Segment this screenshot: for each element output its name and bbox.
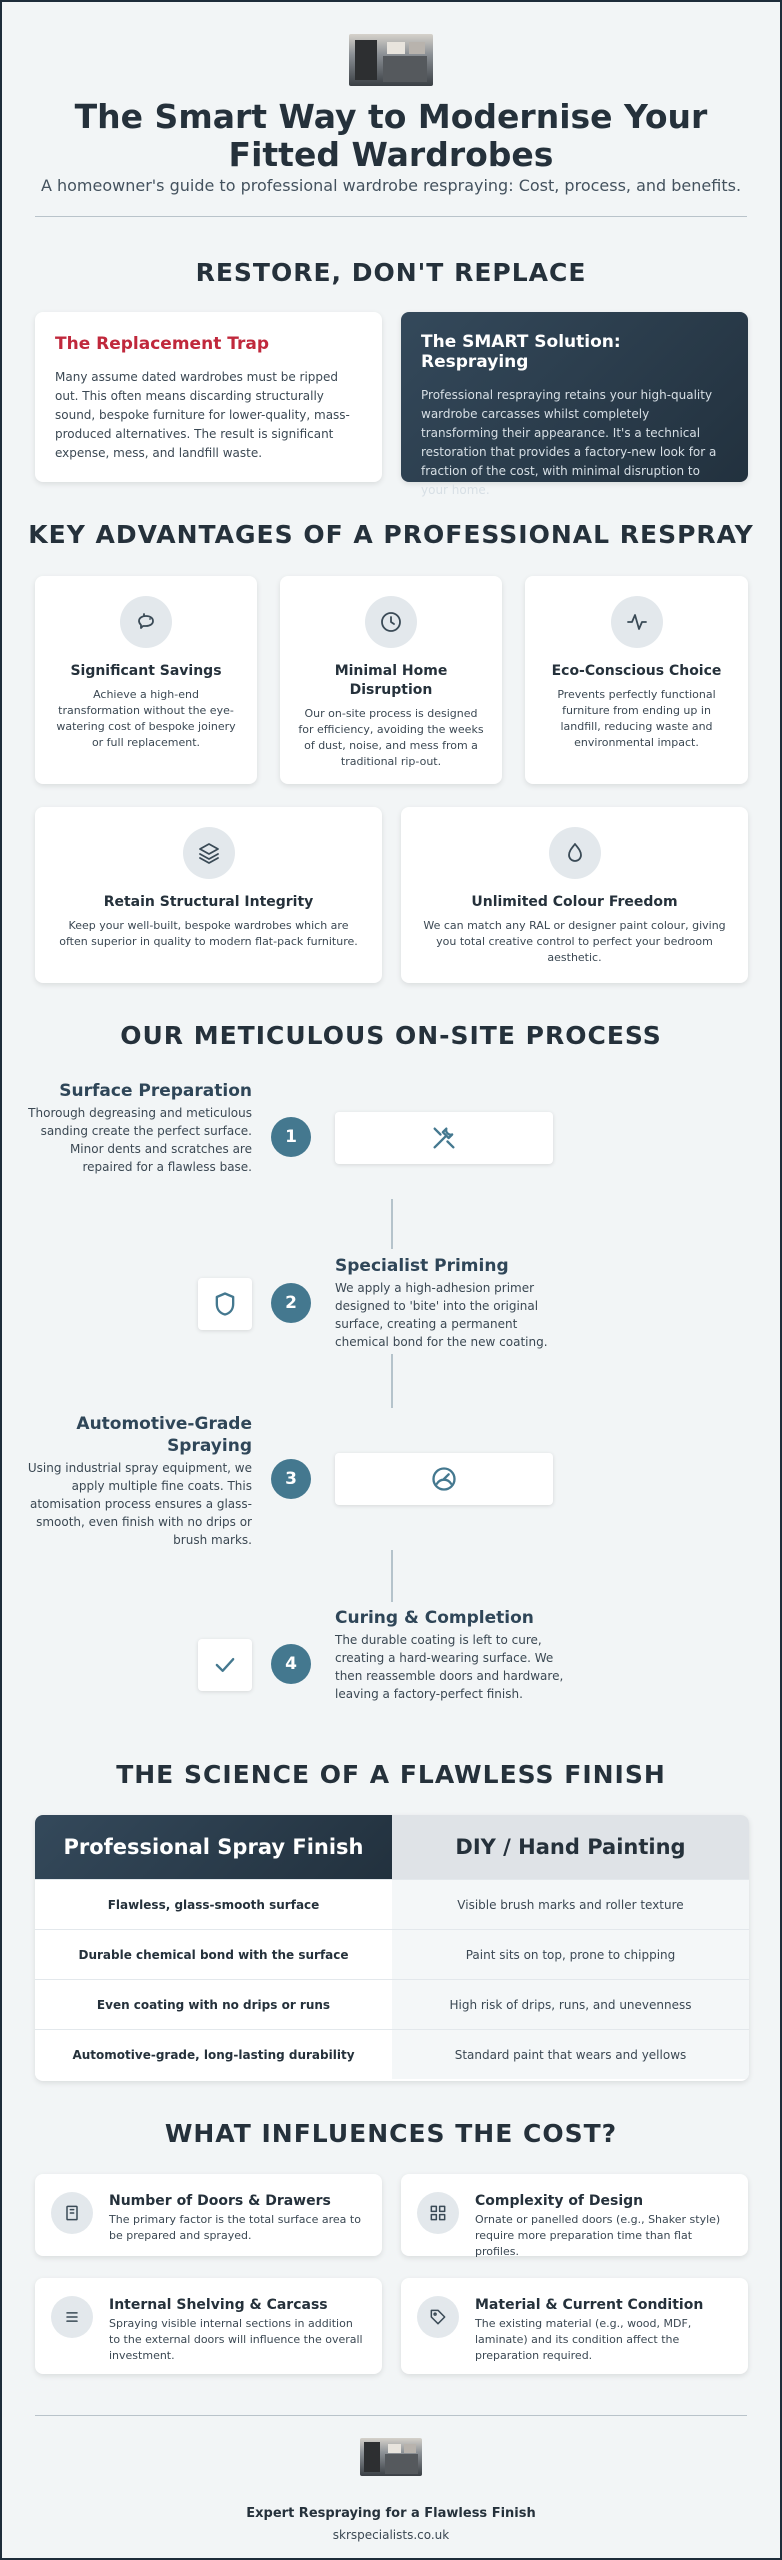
door-icon	[51, 2192, 93, 2234]
card-text: Professional respraying retains your high-quality wardrobe carcasses whilst completely transforming their appearance. It's a technical restoration that provides a factory-new look for a fraction of the cost, with minimal disruption to your home.	[421, 388, 717, 497]
advantage-title: Retain Structural Integrity	[103, 894, 314, 910]
step-1-text	[22, 1080, 252, 1176]
divider	[35, 216, 747, 217]
step-2-icon-box	[198, 1278, 252, 1330]
cost-card-material	[401, 2278, 748, 2374]
section-title-cost: WHAT INFLUENCES THE COST?	[164, 2119, 618, 2148]
card-text: Many assume dated wardrobes must be ripped out. This often means discarding structurally sound, bespoke furniture for lower-quality, mass-produced alternatives. The result is significant expense, mess, and landfill waste.	[55, 370, 350, 460]
clock-icon	[365, 596, 417, 648]
step-number-2: 2	[271, 1283, 311, 1323]
footer-logo-image	[360, 2438, 422, 2476]
cost-card-shelving	[35, 2278, 382, 2374]
advantage-card-disruption	[280, 576, 502, 784]
cost-text: The primary factor is the total surface area to be prepared and sprayed.	[109, 2213, 361, 2242]
step-3-icon-box	[335, 1453, 553, 1505]
step-title: Automotive-Grade Spraying	[76, 1414, 252, 1456]
section-title-process: OUR METICULOUS ON-SITE PROCESS	[120, 1021, 662, 1050]
step-title: Curing & Completion	[335, 1608, 534, 1628]
checkmark-icon	[211, 1651, 239, 1679]
advantage-text: Prevents perfectly functional furniture from ending up in landfill, reducing waste and environmental impact.	[557, 688, 716, 749]
step-4-text	[335, 1607, 565, 1703]
section-title-advantages: KEY ADVANTAGES OF A PROFESSIONAL RESPRAY	[28, 520, 754, 549]
process-connector	[391, 1550, 393, 1602]
step-title: Surface Preparation	[59, 1081, 252, 1101]
spray-gauge-icon	[430, 1465, 458, 1493]
page	[2, 2, 780, 2558]
replacement-trap-card	[35, 312, 382, 482]
activity-icon	[611, 596, 663, 648]
step-description: The durable coating is left to cure, creating a hard-wearing surface. We then reassemble doors and hardware, leaving a factory-perfect finish.	[335, 1633, 564, 1701]
table-cell: Even coating with no drips or runs	[35, 1979, 392, 2029]
cost-title: Internal Shelving & Carcass	[109, 2297, 328, 2313]
section-title-restore: RESTORE, DON'T REPLACE	[195, 258, 587, 287]
advantage-card-eco	[525, 576, 748, 784]
step-title: Specialist Priming	[335, 1256, 509, 1276]
process-connector	[391, 1354, 393, 1408]
advantage-title: Significant Savings	[70, 663, 222, 679]
header-logo-image	[349, 34, 433, 86]
column-header-diy: DIY / Hand Painting	[392, 1815, 749, 1879]
cost-card-doors	[35, 2174, 382, 2256]
tools-icon	[430, 1124, 458, 1152]
table-cell: Durable chemical bond with the surface	[35, 1929, 392, 1979]
cost-text: The existing material (e.g., wood, MDF, laminate) and its condition affect the preparation required.	[475, 2317, 692, 2362]
footer-url[interactable]: skrspecialists.co.uk	[332, 2528, 450, 2542]
step-number-4: 4	[271, 1644, 311, 1684]
cost-text: Spraying visible internal sections in addition to the external doors will influence the overall investment.	[109, 2317, 363, 2362]
section-title-science: THE SCIENCE OF A FLAWLESS FINISH	[116, 1760, 666, 1789]
advantage-card-savings	[35, 576, 257, 784]
tag-icon	[417, 2296, 459, 2338]
step-number-3: 3	[271, 1459, 311, 1499]
smart-solution-card	[401, 312, 748, 497]
step-4-icon-box	[198, 1639, 252, 1691]
table-cell: Visible brush marks and roller texture	[392, 1879, 749, 1929]
footer-title: Expert Respraying for a Flawless Finish	[246, 2506, 536, 2521]
advantage-text: We can match any RAL or designer paint colour, giving you total creative control to perfect your bedroom aesthetic.	[423, 919, 726, 964]
step-description: Using industrial spray equipment, we apply multiple fine coats. This atomisation process ensures a glass-smooth, even finish with no drips or brush marks.	[27, 1461, 252, 1547]
advantage-text: Our on-site process is designed for efficiency, avoiding the weeks of dust, noise, and mess from a traditional rip-out.	[298, 707, 484, 768]
page-subtitle: A homeowner's guide to professional wardrobe respraying: Cost, process, and benefits.	[40, 176, 742, 195]
piggy-bank-icon	[120, 596, 172, 648]
step-2-text	[335, 1255, 565, 1351]
card-title: The SMART Solution: Respraying	[421, 332, 621, 372]
cost-card-design	[401, 2174, 748, 2256]
grid-icon	[417, 2192, 459, 2234]
table-cell: Automotive-grade, long-lasting durability	[35, 2029, 392, 2079]
droplet-icon	[549, 827, 601, 879]
divider	[35, 2415, 747, 2416]
comparison-table	[35, 1815, 749, 2081]
table-cell: High risk of drips, runs, and unevenness	[392, 1979, 749, 2029]
table-cell: Paint sits on top, prone to chipping	[392, 1929, 749, 1979]
advantage-card-colour	[401, 807, 748, 983]
step-description: Thorough degreasing and meticulous sanding create the perfect surface. Minor dents and scratches are repaired for a flawless base.	[28, 1106, 252, 1174]
advantage-text: Keep your well-built, bespoke wardrobes which are often superior in quality to modern flat-pack furniture.	[59, 919, 358, 948]
step-1-icon-box	[335, 1112, 553, 1164]
cost-title: Number of Doors & Drawers	[109, 2193, 331, 2209]
table-cell: Flawless, glass-smooth surface	[35, 1879, 392, 1929]
page-title: The Smart Way to Modernise Your Fitted Wardrobes	[74, 97, 708, 174]
table-cell: Standard paint that wears and yellows	[392, 2029, 749, 2079]
shield-icon	[211, 1290, 239, 1318]
advantage-title: Eco-Conscious Choice	[551, 663, 722, 679]
step-description: We apply a high-adhesion primer designed to 'bite' into the original surface, creating a permanent chemical bond for the new coating.	[335, 1281, 548, 1349]
advantage-title: Unlimited Colour Freedom	[471, 894, 678, 910]
step-number-1: 1	[271, 1117, 311, 1157]
list-icon	[51, 2296, 93, 2338]
advantage-card-integrity	[35, 807, 382, 983]
cost-title: Complexity of Design	[475, 2193, 644, 2209]
column-header-professional: Professional Spray Finish	[35, 1815, 392, 1879]
process-connector	[391, 1199, 393, 1249]
cost-title: Material & Current Condition	[475, 2297, 704, 2313]
step-3-text	[22, 1413, 252, 1549]
cost-text: Ornate or panelled doors (e.g., Shaker style) require more preparation time than flat profiles.	[475, 2213, 721, 2258]
card-title: The Replacement Trap	[55, 334, 269, 354]
advantage-text: Achieve a high-end transformation without the eye-watering cost of bespoke joinery or full replacement.	[56, 688, 236, 749]
layers-icon	[183, 827, 235, 879]
advantage-title: Minimal Home Disruption	[334, 663, 448, 698]
